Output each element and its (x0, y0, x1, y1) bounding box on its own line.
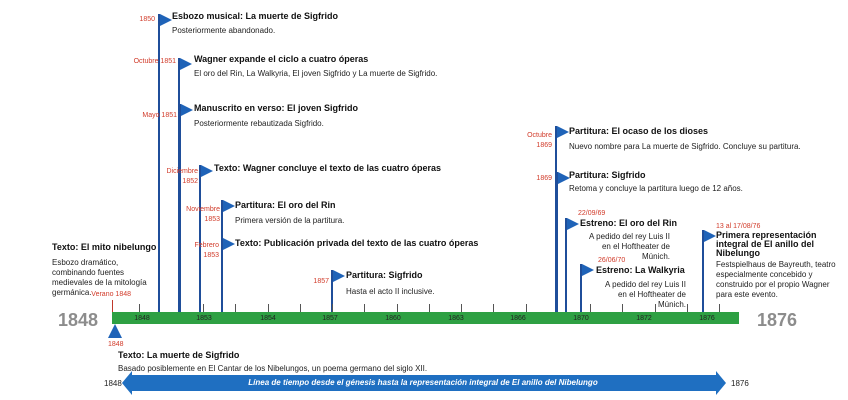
pole-verano-1848 (112, 300, 113, 312)
event-date: 22/09/69 (578, 210, 606, 217)
tick-label: 1870 (573, 315, 589, 322)
tick (300, 304, 301, 312)
event-desc: Basado posiblemente en El Cantar de los Nibelungos, un poema germano del siglo XII. (118, 364, 428, 373)
tick (397, 304, 398, 312)
pole-estreno-oro (565, 218, 567, 312)
event-desc: Hasta el acto II inclusive. (346, 287, 435, 296)
event-desc: A pedido del rey Luis II en el Hoftheater de Múnich. (589, 232, 670, 261)
tick (364, 304, 365, 312)
event-title: Texto: El mito nibelungo (52, 242, 157, 252)
event-date: 26/06/70 (598, 257, 626, 264)
tick (719, 304, 720, 312)
event-desc: Festspielhaus de Bayreuth, teatro especialmente concebido y construido por el propio Wagner para este evento. (716, 260, 836, 299)
flag-1850 (160, 14, 172, 26)
event-title: Estreno: La Walkyria (596, 265, 685, 275)
event-date: Febrero 1853 (194, 242, 219, 259)
tick-label: 1857 (322, 315, 338, 322)
tick (590, 304, 591, 312)
tick (493, 304, 494, 312)
event-desc: Posteriormente abandonado. (172, 26, 276, 35)
event-desc: Nuevo nombre para La muerte de Sigfrido. Concluye su partitura. (569, 142, 801, 151)
event-title: Texto: Publicación privada del texto de las cuatro óperas (235, 238, 479, 248)
pole-dec-1852 (199, 165, 201, 312)
flag-oct-1851 (180, 58, 192, 70)
tick-label: 1866 (510, 315, 526, 322)
event-title: Partitura: El ocaso de los dioses (569, 126, 709, 136)
flag-oct-1869 (557, 126, 569, 138)
timeline-end-year: 1876 (757, 310, 798, 330)
event-title: Texto: Wagner concluye el texto de las cuatro óperas (214, 163, 442, 173)
event-desc: Retoma y concluye la partitura luego de 12 años. (569, 184, 743, 193)
flag-nov-1853 (223, 200, 235, 212)
tick (429, 304, 430, 312)
event-desc: A pedido del rey Luis II en el Hoftheater de Múnich. (605, 280, 686, 309)
tick (235, 304, 236, 312)
arrow-right-head (716, 371, 726, 395)
event-desc: Posteriormente rebautizada Sigfrido. (194, 119, 324, 128)
event-title: Partitura: Sigfrido (569, 170, 646, 180)
pole-1869 (556, 172, 558, 312)
footer-start-year: 1848 (104, 379, 122, 388)
event-title: Partitura: El oro del Rin (235, 200, 336, 210)
tick (139, 304, 140, 312)
event-date: Noviembre 1853 (186, 206, 220, 223)
triangle-marker (108, 324, 122, 338)
event-desc: Esbozo dramático, combinando fuentes medievales de la mitología germánica. (52, 258, 147, 297)
flag-estreno-oro (567, 218, 579, 230)
tick-label: 1860 (385, 315, 401, 322)
tick (332, 304, 333, 312)
event-desc: El oro del Rin, La Walkyria, El joven Sigfrido y La muerte de Sigfrido. (194, 69, 438, 78)
flag-1876 (704, 230, 716, 242)
event-date: Verano 1848 (91, 291, 131, 298)
event-date: 1869 (536, 175, 552, 182)
flag-feb-1853 (223, 238, 235, 250)
flag-dec-1852 (201, 165, 213, 177)
event-date: 1848 (108, 341, 124, 348)
tick-label: 1876 (699, 315, 715, 322)
event-date: 1857 (313, 278, 329, 285)
event-title: Estreno: El oro del Rin (580, 218, 678, 228)
event-date: 13 al 17/08/76 (716, 223, 761, 230)
event-date: Diciembre 1852 (166, 168, 198, 185)
tick-label: 1854 (260, 315, 276, 322)
event-title: Primera representación integral de El anillo del Nibelungo (716, 230, 817, 258)
event-date: Octubre 1851 (133, 58, 176, 65)
tick-label: 1848 (134, 315, 150, 322)
event-date: 1850 (139, 16, 155, 23)
event-title: Esbozo musical: La muerte de Sigfrido (172, 11, 339, 21)
flag-estreno-walkyria (582, 264, 594, 276)
footer-end-year: 1876 (731, 379, 749, 388)
event-desc: Primera versión de la partitura. (235, 216, 345, 225)
tick (203, 304, 204, 312)
arrow-caption: Línea de tiempo desde el génesis hasta la representación integral de El anillo del Nibelungo (248, 378, 598, 387)
event-title: Texto: La muerte de Sigfrido (118, 350, 240, 360)
event-title: Partitura: Sigfrido (346, 270, 423, 280)
tick-label: 1872 (636, 315, 652, 322)
tick (687, 304, 688, 312)
event-title: Manuscrito en verso: El joven Sigfrido (194, 103, 359, 113)
pole-1876 (702, 230, 704, 312)
flag-1857 (333, 270, 345, 282)
tick-label: 1863 (448, 315, 464, 322)
tick (268, 304, 269, 312)
event-date: Mayo 1851 (142, 112, 177, 119)
event-date: Octubre 1869 (527, 132, 552, 149)
timeline-start-year: 1848 (58, 310, 99, 330)
tick (526, 304, 527, 312)
event-title: Wagner expande el ciclo a cuatro óperas (194, 54, 369, 64)
tick (461, 304, 462, 312)
flag-may-1851 (181, 104, 193, 116)
tick-label: 1853 (196, 315, 212, 322)
